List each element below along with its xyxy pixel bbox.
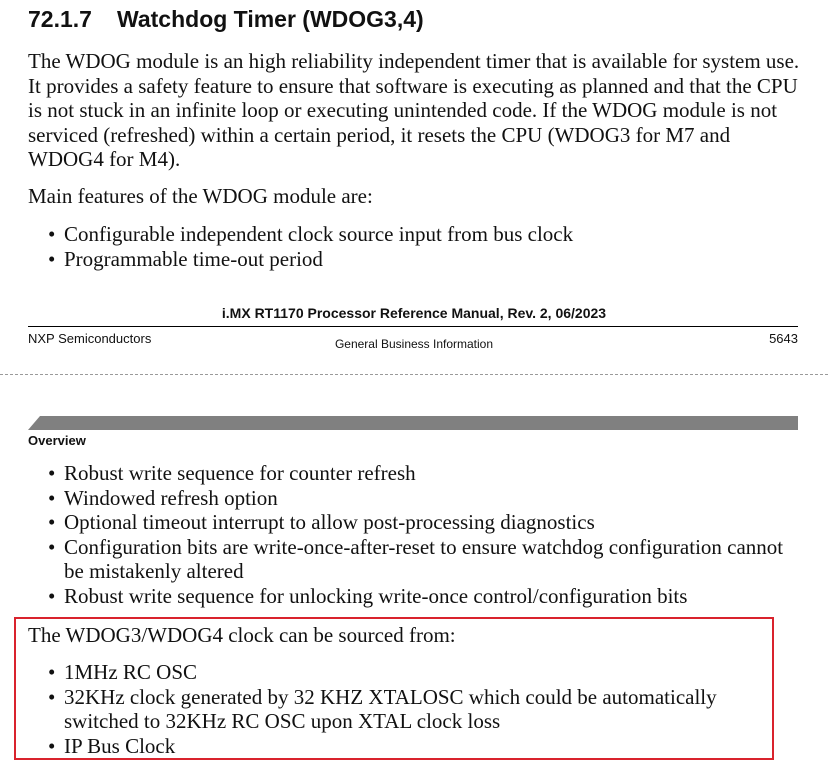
section-heading (28, 6, 424, 33)
footer-page-number: 5643 (769, 331, 798, 346)
list-item: • Configuration bits are write-once-after-reset to ensure watchdog configuration cannot be mistakenly altered (48, 535, 808, 584)
section-title: Watchdog Timer (WDOG3,4) (117, 6, 424, 32)
features-lead: Main features of the WDOG module are: (28, 184, 373, 208)
list-item: • Configurable independent clock source input from bus clock (48, 222, 808, 247)
page-header-bar (28, 416, 798, 430)
footer-company: NXP Semiconductors (28, 331, 152, 346)
list-item: • Robust write sequence for counter refresh (48, 461, 808, 486)
intro-paragraph: The WDOG module is an high reliability independent timer that is available for system use. It provides a safety feature to ensure that software is executing as planned and that the CPU is not stuck in an infinite loop or executing unintended code. If the WDOG module is not serviced (refreshed) within a certain period, it resets the CPU (WDOG3 for M7 and WDOG4 for M4). (28, 49, 800, 171)
section-number: 72.1.7 (28, 6, 92, 32)
list-item: • IP Bus Clock (48, 734, 748, 759)
footer-divider (28, 326, 798, 327)
footer-manual-title: i.MX RT1170 Processor Reference Manual, Rev. 2, 06/2023 (221, 305, 607, 321)
list-item: • Robust write sequence for unlocking write-once control/configuration bits (48, 584, 808, 609)
list-item: • Optional timeout interrupt to allow post-processing diagnostics (48, 510, 808, 535)
features-list-page2 (48, 461, 808, 608)
clock-source-lead: The WDOG3/WDOG4 clock can be sourced from: (28, 623, 456, 647)
list-item: • Windowed refresh option (48, 486, 808, 511)
list-item: • 1MHz RC OSC (48, 660, 748, 685)
list-item: • 32KHz clock generated by 32 KHZ XTALOSC which could be automatically switched to 32KHz RC OSC upon XTAL clock loss (48, 685, 748, 734)
running-header-label: Overview (28, 433, 86, 448)
list-item: • Programmable time-out period (48, 247, 808, 272)
page-break-divider (0, 374, 828, 375)
clock-source-list (48, 660, 748, 758)
features-list-page1 (48, 222, 808, 271)
footer-classification: General Business Information (334, 337, 494, 351)
